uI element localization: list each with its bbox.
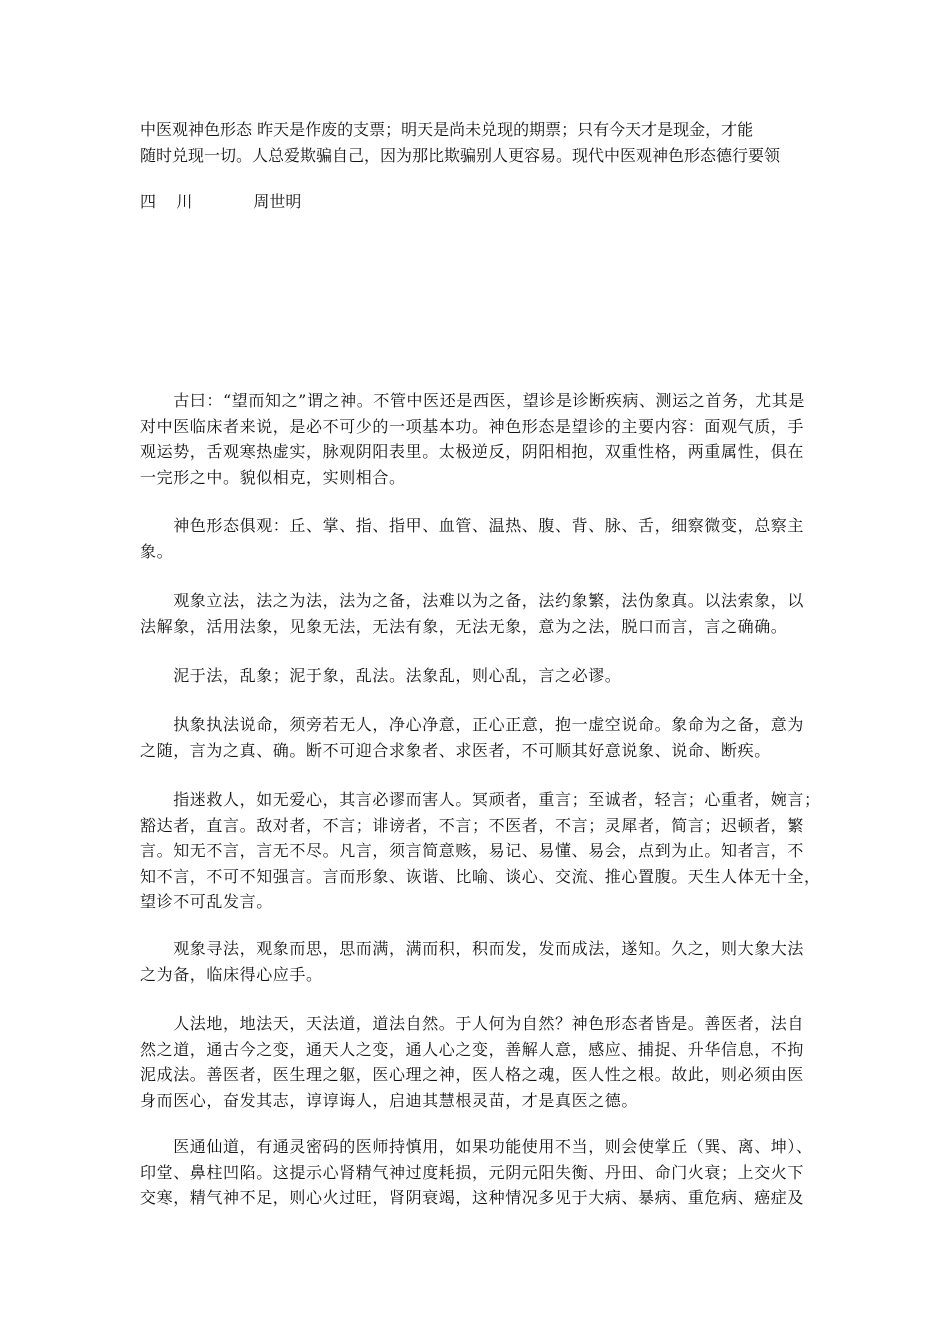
paragraph-line: 知不言，不可不知强言。言而形象、诙谐、比喻、谈心、交流、推心置腹。天生人体无十全，: [140, 866, 821, 886]
paragraph-line: 执象执法说命，须旁若无人，净心净意，正心正意，抱一虚空说命。象命为之备，意为: [140, 715, 805, 734]
paragraph-2: [140, 513, 812, 564]
header-line-2: 随时兑现一切。人总爱欺骗自己，因为那比欺骗别人更容易。现代中医观神色形态德行要领: [140, 146, 781, 165]
paragraph-4: [140, 663, 812, 689]
paragraph-line: 望诊不可乱发言。: [140, 892, 273, 911]
paragraph-line: 医通仙道，有通灵密码的医师持慎用，如果功能使用不当，则会使掌丘（巽、离、坤）、: [140, 1137, 813, 1156]
paragraph-8: [140, 1011, 812, 1113]
paragraph-line: 象。: [140, 541, 174, 561]
document-header: [140, 117, 812, 169]
paragraph-7: [140, 936, 812, 987]
header-line-1: 中医观神色形态 昨天是作废的支票；明天是尚未兑现的期票；只有今天才是现金，才能: [140, 120, 754, 139]
paragraph-line: 法解象，活用法象，见象无法，无法有象，无法无象，意为之法，脱口而言，言之确确。: [140, 616, 788, 636]
paragraph-line: 交寒，精气神不足，则心火过旺，肾阴衰竭，这种情况多见于大病、暴病、重危病、癌症及: [140, 1188, 805, 1207]
paragraph-line: 泥成法。善医者，医生理之躯，医心理之神，医人格之魂，医人性之根。故此，则必须由医: [140, 1065, 805, 1084]
paragraph-line: 人法地，地法天，天法道，道法自然。于人何为自然？神色形态者皆是。善医者，法自: [140, 1014, 805, 1033]
paragraph-9: [140, 1134, 812, 1211]
paragraph-line: 言。知无不言，言无不尽。凡言，须言简意赅，易记、易懂、易会，点到为止。知者言，不: [140, 841, 805, 860]
paragraph-line: 豁达者，直言。敌对者，不言；诽谤者，不言；不医者，不言；灵犀者，简言；迟顿者，繁: [140, 815, 805, 835]
paragraph-line: 一完形之中。貌似相克，实则相合。: [140, 467, 406, 487]
paragraph-line: 泥于法，乱象；泥于象，乱法。法象乱，则心乱，言之必谬。: [140, 666, 622, 685]
paragraph-1: [140, 388, 812, 490]
paragraph-line: 之为备，临床得心应手。: [140, 964, 323, 984]
paragraph-line: 神色形态俱观：丘、掌、指、指甲、血管、温热、腹、背、脉、舌，细察微变，总察主: [140, 516, 805, 535]
paragraph-5: [140, 712, 812, 763]
paragraph-line: 身而医心，奋发其志，谆谆诲人，启迪其慧根灵苗，才是真医之德。: [140, 1090, 639, 1110]
paragraph-line: 观象立法，法之为法，法为之备，法难以为之备，法约象繁，法伪象真。以法索象，以: [140, 591, 805, 610]
paragraph-line: 指迷救人，如无爱心，其言必谬而害人。冥顽者，重言；至诚者，轻言；心重者，婉言；: [140, 790, 821, 809]
paragraph-line: 观运势，舌观寒热虚实，脉观阴阳表里。太极逆反，阴阳相抱，双重性格，两重属性，俱在: [140, 442, 805, 461]
paragraph-line: 对中医临床者来说，是必不可少的一项基本功。神色形态是望诊的主要内容：面观气质，手: [140, 416, 805, 436]
paragraph-line: 观象寻法，观象而思，思而满，满而积，积而发，发而成法，遂知。久之，则大象大法: [140, 939, 805, 958]
paragraph-line: 然之道，通古今之变，通天人之变，通人心之变，善解人意，感应、捕捉、升华信息，不拘: [140, 1039, 805, 1059]
paragraph-line: 印堂、鼻柱凹陷。这提示心肾精气神过度耗损，元阴元阳失衡、丹田、命门火衰；上交火下: [140, 1162, 805, 1182]
paragraph-line: 之随，言为之真、确。断不可迎合求象者、求医者，不可顺其好意说象、说命、断疾。: [140, 740, 771, 760]
paragraph-3: [140, 588, 812, 639]
paragraph-6: [140, 787, 821, 915]
author-byline: 四 川 周世明: [140, 192, 302, 211]
paragraph-line: 古曰：“望而知之”谓之神。不管中医还是西医，望诊是诊断疾病、测运之首务，尤其是: [140, 391, 805, 410]
